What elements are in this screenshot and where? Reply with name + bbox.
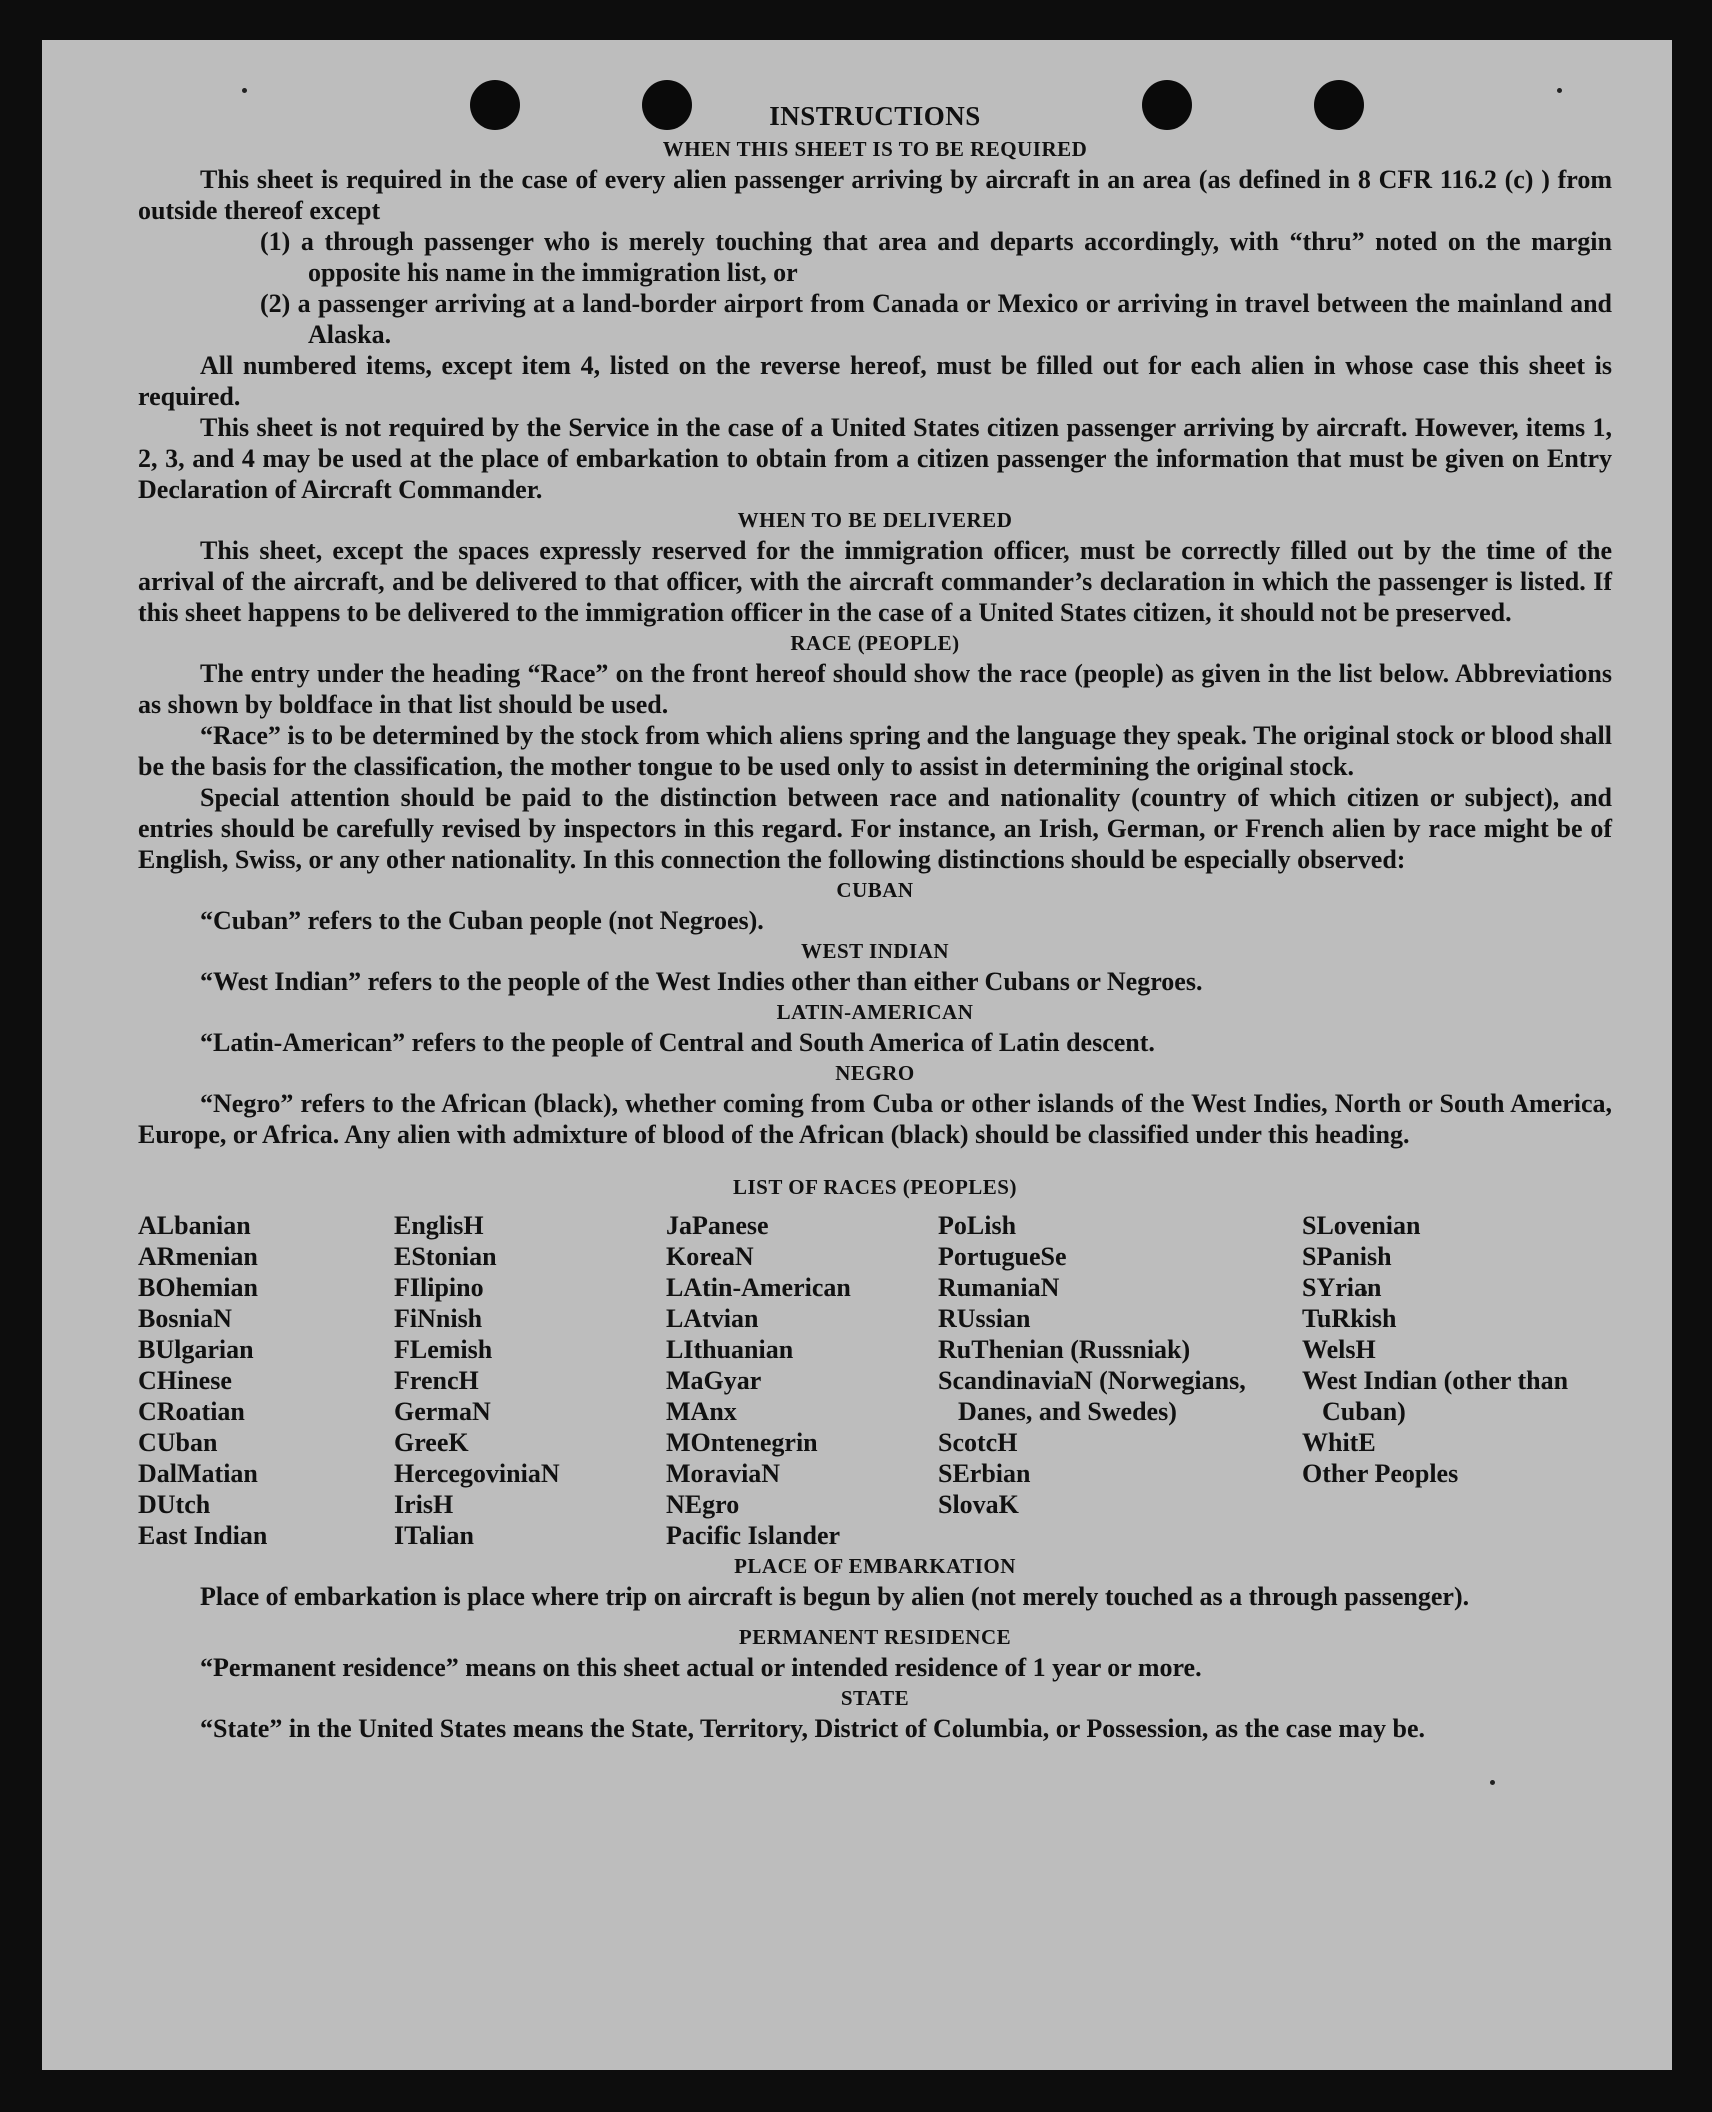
- race-item: Pacific Islander: [666, 1521, 841, 1550]
- list-item: (2) a passenger arriving at a land-border airport from Canada or Mexico or arriving in travel between the mainland and Alaska.: [260, 289, 1612, 349]
- race-item: HercegoviniaN: [394, 1459, 560, 1488]
- race-item: FiNnish: [394, 1304, 483, 1333]
- race-item: GermaN: [394, 1397, 491, 1426]
- race-item: CRoatian: [138, 1397, 245, 1426]
- paragraph: Place of embarkation is place where trip on aircraft is begun by alien (not merely touched as a through passenger).: [200, 1582, 1470, 1611]
- paragraph: “West Indian” refers to the people of the West Indies other than either Cubans or Negroes.: [200, 967, 1203, 996]
- paragraph: The entry under the heading “Race” on the front hereof should show the race (people) as given in the list below. Abbreviations as shown by boldface in that list should be used.: [138, 659, 1612, 719]
- race-item: SErbian: [938, 1459, 1031, 1488]
- race-item: CHinese: [138, 1366, 232, 1395]
- race-item: RUssian: [938, 1304, 1031, 1333]
- paragraph: “Cuban” refers to the Cuban people (not Negroes).: [200, 906, 764, 935]
- race-item: EStonian: [394, 1242, 497, 1271]
- race-item: IrisH: [394, 1490, 454, 1519]
- races-list: [138, 1210, 1612, 1551]
- race-item: LAtvian: [666, 1304, 759, 1333]
- race-item: LAtin-American: [666, 1273, 851, 1302]
- page-title: INSTRUCTIONS: [769, 101, 981, 131]
- race-item: BOhemian: [138, 1273, 258, 1302]
- race-item: JaPanese: [666, 1211, 769, 1240]
- list-item: (1) a through passenger who is merely touching that area and departs accordingly, with “thru” noted on the margin opposite his name in the immigration list, or: [260, 227, 1612, 287]
- paragraph: “Negro” refers to the African (black), whether coming from Cuba or other islands of the West Indies, North or South America, Europe, or Africa. Any alien with admixture of blood of the African (black) should be classified under this heading.: [138, 1089, 1612, 1149]
- race-item: Other Peoples: [1302, 1459, 1459, 1488]
- races-column-1: [138, 1210, 394, 1551]
- race-item: EnglisH: [394, 1211, 484, 1240]
- race-item: FLemish: [394, 1335, 493, 1364]
- heading-list-of-races: LIST OF RACES (PEOPLES): [733, 1175, 1017, 1199]
- race-item: MoraviaN: [666, 1459, 781, 1488]
- race-item: MaGyar: [666, 1366, 762, 1395]
- document-sheet: [42, 40, 1672, 2070]
- race-item: GreeK: [394, 1428, 469, 1457]
- race-item: DalMatian: [138, 1459, 258, 1488]
- heading-negro: NEGRO: [835, 1061, 915, 1085]
- race-item: DUtch: [138, 1490, 211, 1519]
- heading-place-of-embarkation: PLACE OF EMBARKATION: [734, 1554, 1016, 1578]
- race-item: LIthuanian: [666, 1335, 794, 1364]
- race-item: FrencH: [394, 1366, 479, 1395]
- race-item: MAnx: [666, 1397, 737, 1426]
- heading-state: STATE: [840, 1686, 910, 1710]
- race-item: SPanish: [1302, 1242, 1392, 1271]
- races-column-3: [666, 1210, 938, 1551]
- race-item: West Indian (other than Cuban): [1302, 1366, 1569, 1426]
- race-item: NEgro: [666, 1490, 740, 1519]
- heading-west-indian: WEST INDIAN: [800, 939, 950, 963]
- paragraph: This sheet is required in the case of every alien passenger arriving by aircraft in an area (as defined in 8 CFR 116.2 (c) ) from outside thereof except: [138, 165, 1612, 225]
- race-item: FIlipino: [394, 1273, 484, 1302]
- race-item: PortugueSe: [938, 1242, 1067, 1271]
- paragraph: This sheet, except the spaces expressly reserved for the immigration officer, must be correctly filled out by the time of the arrival of the aircraft, and be delivered to that officer, with the aircraft commander’s declaration in which the passenger is listed. If this sheet happens to be delivered to the immigration officer in the case of a United States citizen, it should not be preserved.: [138, 536, 1612, 627]
- paragraph: “Race” is to be determined by the stock from which aliens spring and the language they speak. The original stock or blood shall be the basis for the classification, the mother tongue to be used only to assist in determining the original stock.: [138, 721, 1612, 781]
- race-item: BUlgarian: [138, 1335, 254, 1364]
- paragraph: “State” in the United States means the State, Territory, District of Columbia, or Possession, as the case may be.: [200, 1714, 1426, 1743]
- race-item: ScotcH: [938, 1428, 1018, 1457]
- heading-race: RACE (PEOPLE): [790, 631, 960, 655]
- race-item: BosniaN: [138, 1304, 232, 1333]
- heading-when-required: WHEN THIS SHEET IS TO BE REQUIRED: [662, 137, 1088, 161]
- race-item: SYrian: [1302, 1273, 1382, 1302]
- race-item: ScandinaviaN (Norwegians, Danes, and Swedes): [938, 1366, 1246, 1426]
- paragraph: “Permanent residence” means on this sheet actual or intended residence of 1 year or more.: [200, 1653, 1202, 1682]
- races-column-2: [394, 1210, 666, 1551]
- race-item: RumaniaN: [938, 1273, 1060, 1302]
- race-item: MOntenegrin: [666, 1428, 818, 1457]
- race-item: WhitE: [1302, 1428, 1376, 1457]
- heading-permanent-residence: PERMANENT RESIDENCE: [738, 1625, 1012, 1649]
- races-column-5: [1302, 1210, 1612, 1551]
- races-column-4: [938, 1210, 1302, 1551]
- race-item: RuThenian (Russniak): [938, 1335, 1191, 1364]
- race-item: WelsH: [1302, 1335, 1376, 1364]
- instructions-content: [138, 98, 1612, 1744]
- speck: [1557, 88, 1562, 93]
- paragraph: This sheet is not required by the Service in the case of a United States citizen passenger arriving by aircraft. However, items 1, 2, 3, and 4 may be used at the place of embarkation to obtain from a citizen passenger the information that must be given on Entry Declaration of Aircraft Commander.: [138, 413, 1612, 504]
- race-item: KoreaN: [666, 1242, 754, 1271]
- heading-cuban: CUBAN: [836, 878, 914, 902]
- race-item: East Indian: [138, 1521, 268, 1550]
- race-item: ARmenian: [138, 1242, 258, 1271]
- race-item: SlovaK: [938, 1490, 1019, 1519]
- race-item: SLovenian: [1302, 1211, 1421, 1240]
- paragraph: “Latin-American” refers to the people of Central and South America of Latin descent.: [200, 1028, 1155, 1057]
- race-item: TuRkish: [1302, 1304, 1397, 1333]
- race-item: PoLish: [938, 1211, 1017, 1240]
- race-item: ALbanian: [138, 1211, 251, 1240]
- heading-latin-american: LATIN-AMERICAN: [776, 1000, 974, 1024]
- race-item: ITalian: [394, 1521, 474, 1550]
- paragraph: Special attention should be paid to the distinction between race and nationality (country of which citizen or subject), and entries should be carefully revised by inspectors in this regard. For instance, an Irish, German, or French alien by race might be of English, Swiss, or any other nationality. In this connection the following distinctions should be especially observed:: [138, 783, 1612, 874]
- speck: [242, 88, 247, 93]
- heading-when-delivered: WHEN TO BE DELIVERED: [737, 508, 1013, 532]
- race-item: CUban: [138, 1428, 218, 1457]
- speck: [1490, 1780, 1495, 1785]
- paragraph: All numbered items, except item 4, listed on the reverse hereof, must be filled out for each alien in whose case this sheet is required.: [138, 351, 1612, 411]
